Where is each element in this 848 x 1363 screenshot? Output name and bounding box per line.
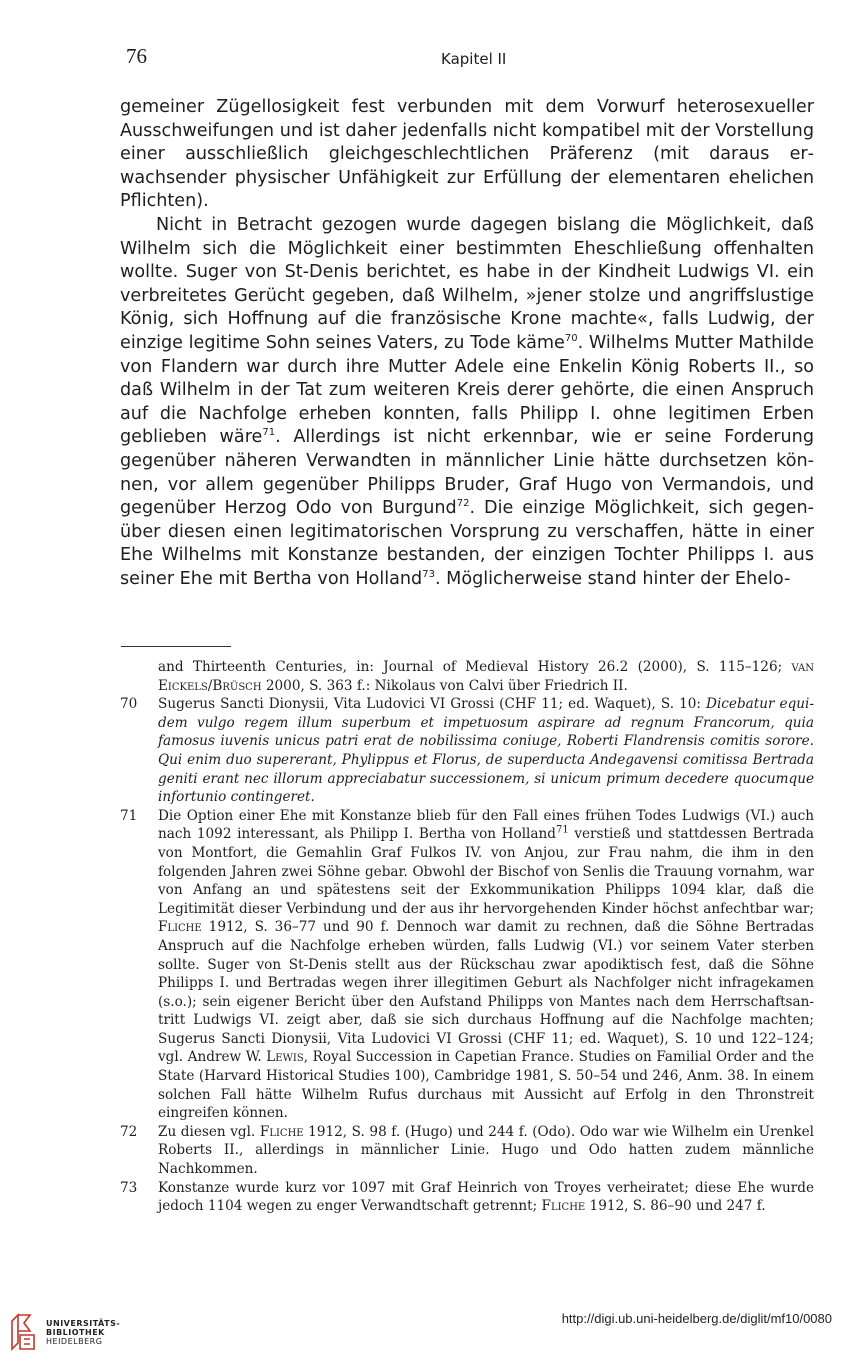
footnote-ref-72[interactable]: 72 <box>456 498 470 510</box>
footnote-number: 72 <box>120 1123 138 1140</box>
logo-line: BIBLIOTHEK <box>46 1328 105 1337</box>
footnote-71 <box>120 807 814 1123</box>
logo-line: HEIDELBERG <box>46 1337 103 1346</box>
author-name: Fliche <box>158 919 202 936</box>
footnote-ref-71[interactable]: 71 <box>262 427 276 439</box>
paragraph-text: Nicht in Betracht gezogen wurde dagegen bislang die Möglichkeit, daß Wilhelm sich die Möglichkeit einer bestimmten Eheschließung offenhalten wollte. Suger von St-Denis berichtet, es habe in der Kindheit Ludwigs VI. ein verbreitetes Gerücht gegeben, daß Wilhelm, »jener stolze und angriffslustige König, sich Hoffnung auf die französische Krone machte«, falls Ludwig, der einzige legitime Sohn seines Vaters, zu Tode käme <box>120 214 814 353</box>
footnote-text: Sugerus Sancti Dionysii, Vita Ludovici VI Grossi (CHF 11; ed. Waquet), S. 10: <box>158 696 707 713</box>
logo-line: UNIVERSITÄTS- <box>46 1319 121 1328</box>
author-name: Fliche <box>259 1123 304 1140</box>
footnote-number: 70 <box>120 696 138 713</box>
latin-quote: Dicebatur equidem vulgo regem illum superbum et impetuosum aspirare ad regnum Francorum, quia famosus iuvenis unicus patri erat de nobilissima coniuge, Roberti Flandrensis comitis sorore. Qui enim duo supererant, Phylippus et Florus, de superducta Andegavensi comitissa Bertrada geniti erant nec illorum appreciabatur successionem, si unicum primum decedere quocumque infortunio contingeret. <box>158 696 814 806</box>
footnote-text: Zu diesen vgl. <box>158 1123 260 1140</box>
paragraph-text: . Wilhelms Mutter Mathilde von Flandern war durch ihre Mutter Adele eine Enkelin König Roberts II., so daß Wilhelm in der Tat zum weiteren Kreis derer gehörte, die einen Anspruch auf die Nachfolge erheben konnten, falls Philipp I. ohne legitimen Erben geblieben wäre <box>120 332 814 448</box>
footnote-text: 1912, S. 36–77 und 90 f. Dennoch war damit zu rechnen, daß die Söhne Bertradas Anspruch auf die Nachfolge erheben würden, falls Ludwig (VI.) vor seinem Vater sterben sollte. Suger von St-Denis stellt aus der Rückschau zwar apodiktisch fest, daß die Söhne Philipps I. und Bertradas wegen ihrer illegitimen Geburt als Nachfolger nicht infragekamen (s.o.); sein eigener Bericht über den Aufstand Philipps von Mantes nach dem Herrschaftsantritt Ludwigs VI. zeigt aber, daß sie sich durchaus Hoffnung auf die Nachfolge machten; Sugerus Sancti Dionysii, Vita Ludovici VI Grossi (CHF 11; ed. Waquet), S. 10 und 122–124; vgl. Andrew W. <box>158 919 814 1066</box>
footnote-continuation <box>120 658 814 695</box>
footnote-text: Konstanze wurde kurz vor 1097 mit Graf Heinrich von Troyes verheiratet; diese Ehe wurde jedoch 1104 wegen zu enger Verwandtschaft getrennt; <box>158 1179 814 1215</box>
footnote-text: 2000, S. 363 f.: Nikolaus von Calvi über Friedrich II. <box>261 677 628 694</box>
footnote-text: Die Option einer Ehe mit Konstanze blieb für den Fall eines frühen Todes Ludwigs (VI.) auch nach 1092 interessant, als Philipp I. Bertha von Holland <box>158 807 814 843</box>
footnotes <box>120 658 814 1216</box>
page-footer <box>0 1303 848 1363</box>
author-name: Fliche <box>541 1198 586 1215</box>
paragraph-text: . Die einzige Möglichkeit, sich gegenüber diesen einen legitimatorischen Vorsprung zu verschaffen, hätte in einer Ehe Wilhelms mit Konstanze bestanden, der einzigen Tochter Philipps I. aus seiner Ehe mit Bertha von Holland <box>120 498 814 589</box>
footnote-text: verstieß und stattdessen Bertrada von Montfort, die Gemahlin Graf Fulkos IV. von Anjou, zur Frau nahm, die ihm in den folgenden Jahren zwei Söhne gebar. Obwohl der Bischof von Senlis die Trauung vornahm, war von Anfang an und spätestens seit der Exkommunikation Philipps 1094 klar, daß die Legitimität dieser Verbindung und der aus ihr hervorgehenden Kinder höchst anfechtbar war; <box>158 826 814 917</box>
author-name: Lewis <box>266 1049 304 1066</box>
footnote-ref-70[interactable]: 70 <box>564 333 578 345</box>
footnote-number: 73 <box>120 1179 138 1196</box>
paragraph-text: . Allerdings ist nicht erkennbar, wie er seine Forderung gegenüber näheren Verwandten in männlicher Linie hätte durchsetzen können, vor allem gegenüber Philipps Bruder, Graf Hugo von Vermandois, und gegenüber Herzog Odo von Burgund <box>120 427 815 519</box>
running-head: Kapitel II <box>441 50 507 68</box>
paragraph <box>120 96 814 214</box>
paragraph-text: gemeiner Zügellosigkeit fest verbunden mit dem Vorwurf heterosexueller Ausschweifungen und ist daher jedenfalls nicht kompatibel mit der Vorstellung einer ausschließlich gleichgeschlechtlichen Präferenz (mit daraus erwachsender physischer Unfähigkeit zur Erfüllung der elementaren ehelichen Pflichten). <box>120 97 814 212</box>
main-text <box>120 96 814 591</box>
footnote-divider <box>121 646 231 647</box>
footnote-text: 1912, S. 86–90 und 247 f. <box>585 1198 766 1215</box>
page-number: 76 <box>126 44 147 68</box>
footnote-72 <box>120 1123 814 1179</box>
page-header <box>126 44 726 74</box>
author-name: van Eickels/Brüsch <box>158 659 814 694</box>
paragraph <box>120 214 814 592</box>
library-logo[interactable] <box>10 1311 130 1355</box>
footnote-73 <box>120 1179 814 1216</box>
footnote-text: and Thirteenth Centuries, in: Journal of Medieval History 26.2 (2000), S. 115–126; <box>158 659 792 675</box>
paragraph-text: . Möglicherweise stand hinter der Ehelo- <box>434 568 791 589</box>
footnote-70 <box>120 695 814 807</box>
library-logo-text <box>46 1319 120 1346</box>
footnote-number: 71 <box>120 807 138 824</box>
permalink-url[interactable]: http://digi.ub.uni-heidelberg.de/diglit/mf10/0080 <box>561 1311 832 1326</box>
footnote-ref-73[interactable]: 73 <box>422 569 435 581</box>
footnote-text: , Royal Succession in Capetian France. Studies on Familial Order and the State (Harvard Historical Studies 100), Cambridge 1981, S. 50–54 und 246, Anm. 38. In einem solchen Fall hätte Wilhelm Rufus durchaus mit Aussicht auf Erfolg in den Thronstreit eingreifen können. <box>158 1049 814 1122</box>
footnote-text: 1912, S. 98 f. (Hugo) und 244 f. (Odo). Odo war wie Wilhelm ein Urenkel Roberts II., allerdings in männlicher Linie. Hugo und Odo hatten zudem männliche Nachkommen. <box>158 1123 814 1178</box>
footnote-ref: 71 <box>555 824 569 836</box>
library-logo-icon <box>10 1311 38 1351</box>
